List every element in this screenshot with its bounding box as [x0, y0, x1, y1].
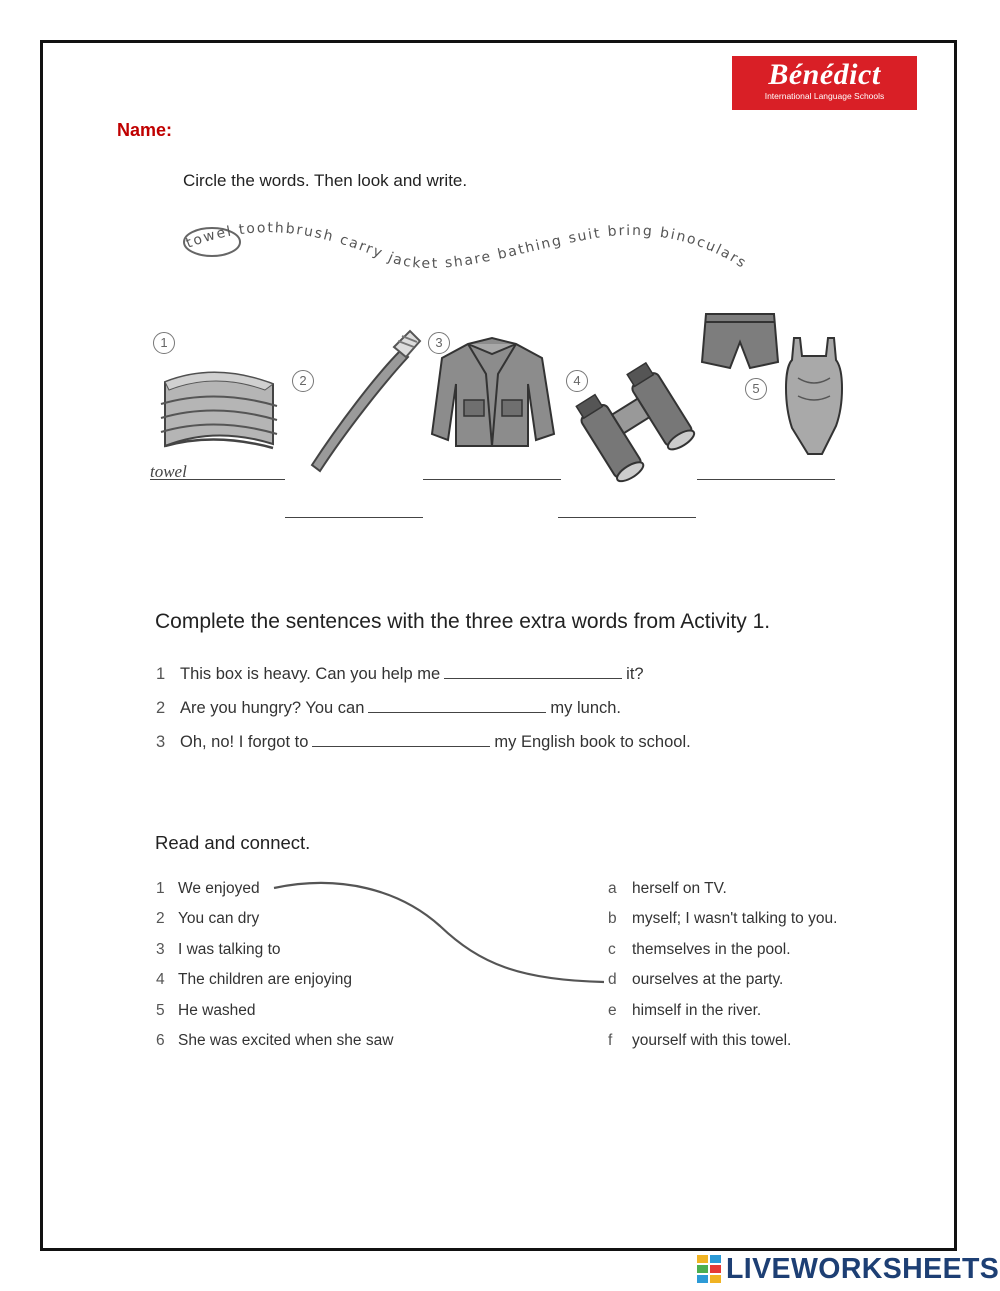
answer-line-5[interactable] — [697, 479, 835, 480]
example-answer: towel — [150, 462, 187, 481]
right-item-c[interactable] — [608, 941, 791, 959]
liveworksheets-text: LIVEWORKSHEETS — [726, 1253, 1000, 1285]
left-item-number: 3 — [156, 941, 165, 958]
answer-line-3[interactable] — [423, 479, 561, 480]
left-item-number: 2 — [156, 910, 165, 927]
logo-brand: Bénédict — [768, 58, 881, 91]
picture-number-2: 2 — [292, 370, 314, 392]
right-item-text: herself on TV. — [632, 880, 727, 897]
left-item-text: He washed — [178, 1002, 256, 1019]
sentence-text: it? — [626, 665, 644, 683]
answer-line-4[interactable] — [558, 517, 696, 518]
towel-icon — [155, 352, 285, 462]
right-item-letter: e — [608, 1002, 617, 1019]
left-item-1[interactable] — [156, 880, 260, 898]
example-connection-line — [260, 870, 620, 1000]
right-item-text: themselves in the pool. — [632, 941, 791, 958]
picture-number-4: 4 — [566, 370, 588, 392]
right-item-text: myself; I wasn't talking to you. — [632, 910, 838, 927]
sentence-blank[interactable] — [312, 732, 490, 747]
answer-line-1[interactable] — [150, 479, 285, 480]
right-item-d[interactable] — [608, 971, 783, 989]
sentence-number: 1 — [156, 665, 166, 683]
word-snake-textpath: towel toothbrush carry jacket share bathing suit bring binoculars — [183, 220, 750, 273]
sentence-blank[interactable] — [444, 664, 622, 679]
sentence-text: This box is heavy. Can you help me — [180, 665, 441, 683]
word-snake-text — [184, 220, 750, 272]
activity3-instruction: Read and connect. — [155, 832, 311, 853]
sentence-1 — [156, 664, 644, 684]
bathing-suit-icon — [700, 308, 850, 460]
answer-line-2[interactable] — [285, 517, 423, 518]
left-item-text: We enjoyed — [178, 880, 260, 897]
name-label: Name: — [117, 120, 173, 140]
sentence-text: Are you hungry? You can — [180, 699, 365, 717]
left-item-number: 5 — [156, 1002, 165, 1019]
right-item-letter: d — [608, 971, 617, 988]
picture-number-5: 5 — [745, 378, 767, 400]
right-item-letter: a — [608, 880, 617, 897]
left-item-2[interactable] — [156, 910, 259, 928]
right-item-letter: b — [608, 910, 617, 927]
right-item-a[interactable] — [608, 880, 727, 898]
sentence-3 — [156, 732, 691, 752]
right-item-e[interactable] — [608, 1002, 761, 1020]
right-item-text: yourself with this towel. — [632, 1032, 792, 1049]
left-item-text: She was excited when she saw — [178, 1032, 394, 1049]
left-item-number: 1 — [156, 880, 165, 897]
picture-number-1: 1 — [153, 332, 175, 354]
sentence-number: 2 — [156, 699, 166, 717]
liveworksheets-logo-icon — [697, 1255, 721, 1283]
sentence-text: Oh, no! I forgot to — [180, 733, 309, 751]
right-item-text: himself in the river. — [632, 1002, 762, 1019]
sentence-number: 3 — [156, 733, 166, 751]
sentence-text: my English book to school. — [494, 733, 691, 751]
picture-number-3: 3 — [428, 332, 450, 354]
left-item-text: You can dry — [178, 910, 260, 927]
left-item-number: 4 — [156, 971, 165, 988]
benedict-logo — [732, 56, 917, 110]
liveworksheets-brand — [697, 1252, 999, 1286]
word-snake — [150, 212, 790, 302]
left-item-text: I was talking to — [178, 941, 281, 958]
sentence-text: my lunch. — [550, 699, 622, 717]
activity1-instruction: Circle the words. Then look and write. — [183, 171, 468, 190]
jacket-icon — [428, 334, 558, 452]
right-item-f[interactable] — [608, 1032, 791, 1050]
right-item-text: ourselves at the party. — [632, 971, 784, 988]
left-item-6[interactable] — [156, 1032, 393, 1050]
left-item-number: 6 — [156, 1032, 165, 1049]
logo-tagline: International Language Schools — [764, 91, 885, 101]
right-item-letter: f — [608, 1032, 613, 1049]
sentence-2 — [156, 698, 621, 718]
toothbrush-icon — [298, 325, 423, 475]
right-item-b[interactable] — [608, 910, 837, 928]
sentence-blank[interactable] — [368, 698, 546, 713]
right-item-letter: c — [608, 941, 616, 958]
binoculars-icon — [568, 358, 708, 486]
left-item-text: The children are enjoying — [178, 971, 353, 988]
activity2-instruction: Complete the sentences with the three extra words from Activity 1. — [155, 610, 771, 633]
left-item-5[interactable] — [156, 1002, 256, 1020]
